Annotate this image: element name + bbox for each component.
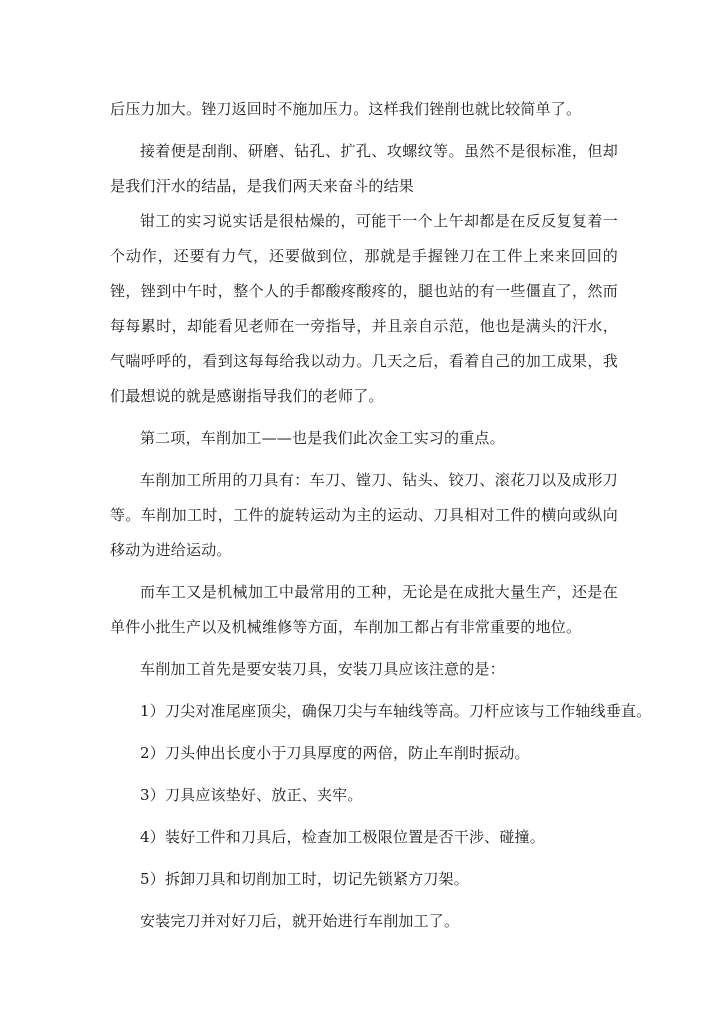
paragraph-tool-install-notes: 车削加工首先是要安装刀具，安装刀具应该注意的是： (140, 660, 505, 678)
paragraph-closing: 安装完刀并对好刀后，就开始进行车削加工了。 (140, 912, 460, 930)
paragraph-techniques: 接着便是刮削、研磨、钻孔、扩孔、攻螺纹等。虽然不是很标准，但却是我们汗水的结晶，是我们两天来奋斗的结果 (110, 142, 618, 195)
paragraph-continuation: 后压力加大。锉刀返回时不施加压力。这样我们锉削也就比较简单了。 (110, 100, 582, 118)
list-item: 3）刀具应该垫好、放正、夹牢。 (140, 786, 363, 804)
paragraph-turning-tools: 车削加工所用的刀具有：车刀、镗刀、钻头、铰刀、滚花刀以及成形刀等。车削加工时，工件的旋转运动为主的运动、刀具相对工件的横向或纵向移动为进给运动。 (110, 471, 618, 559)
paragraph-turning-intro: 第二项，车削加工——也是我们此次金工实习的重点。 (140, 429, 505, 447)
list-item: 2）刀头伸出长度小于刀具厚度的两倍，防止车削时振动。 (140, 744, 530, 762)
list-item: 4）装好工件和刀具后，检查加工极限位置是否干涉、碰撞。 (140, 828, 545, 846)
paragraph-fitter-reflection: 钳工的实习说实话是很枯燥的，可能干一个上午却都是在反反复复着一个动作，还要有力气，还要做到位，那就是手握锉刀在工件上来来回回的锉，锉到中午时，整个人的手都酸疼酸疼的，腿也站的有一些僵直了，然而每每累时，却能看见老师在一旁指导，并且亲自示范，他也是满头的汗水，气喘呼呼的，看到这每每给我以动力。几天之后，看着自己的加工成果，我们最想说的就是感谢指导我们的老师了。 (110, 212, 618, 405)
list-item: 1）刀尖对准尾座顶尖，确保刀尖与车轴线等高。刀杆应该与工作轴线垂直。 (140, 702, 652, 720)
list-item: 5）拆卸刀具和切削加工时，切记先锁紧方刀架。 (140, 870, 469, 888)
paragraph-turning-importance: 而车工又是机械加工中最常用的工种，无论是在成批大量生产，还是在单件小批生产以及机械维修等方面，车削加工都占有非常重要的地位。 (110, 583, 618, 636)
document-body (110, 92, 652, 939)
